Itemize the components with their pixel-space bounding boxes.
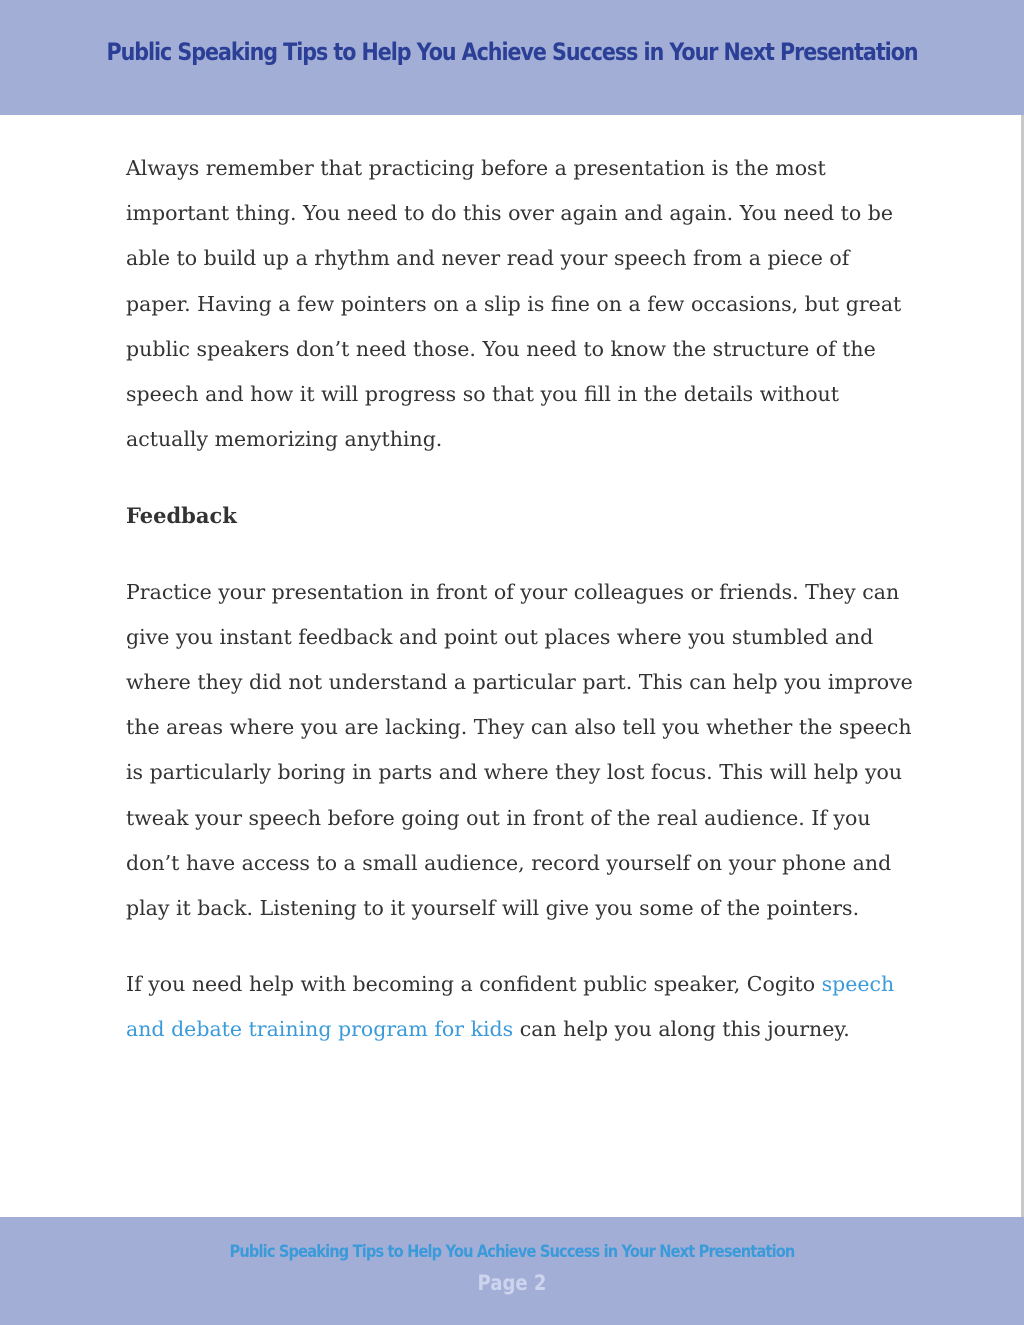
paragraph-closing <box>126 962 916 1052</box>
header-title: Public Speaking Tips to Help You Achieve Success in Your Next Presentation <box>106 38 918 66</box>
page-footer <box>0 1217 1024 1325</box>
page-header <box>0 0 1024 115</box>
paragraph-feedback: Practice your presentation in front of your colleagues or friends. They can give you instant feedback and point out places where you stumbled and where they did not understand a particular part. This can help you improve the areas where you are lacking. They can also tell you whether the speech is particularly boring in parts and where they lost focus. This will help you tweak your speech before going out in front of the real audience. If you don’t have access to a small audience, record yourself on your phone and play it back. Listening to it yourself will give you some of the pointers. <box>126 579 913 921</box>
paragraph-practice: Always remember that practicing before a presentation is the most important thing. You need to do this over again and again. You need to be able to build up a rhythm and never read your speech from a piece of paper. Having a few pointers on a slip is fine on a few occasions, but great public speakers don’t need those. You need to know the structure of the speech and how it will progress so that you fill in the details without actually memorizing anything. <box>126 156 902 452</box>
page-number: Page 2 <box>477 1271 547 1295</box>
section-heading-feedback: Feedback <box>126 503 237 529</box>
document-body <box>126 146 916 1053</box>
closing-text-start: If you need help with becoming a confident public speaker, Cogito <box>126 972 822 997</box>
closing-text-end: can help you along this journey. <box>513 1017 850 1042</box>
program-link[interactable]: speech and debate training program for kids <box>126 972 895 1042</box>
footer-title: Public Speaking Tips to Help You Achieve Success in Your Next Presentation <box>229 1242 795 1262</box>
